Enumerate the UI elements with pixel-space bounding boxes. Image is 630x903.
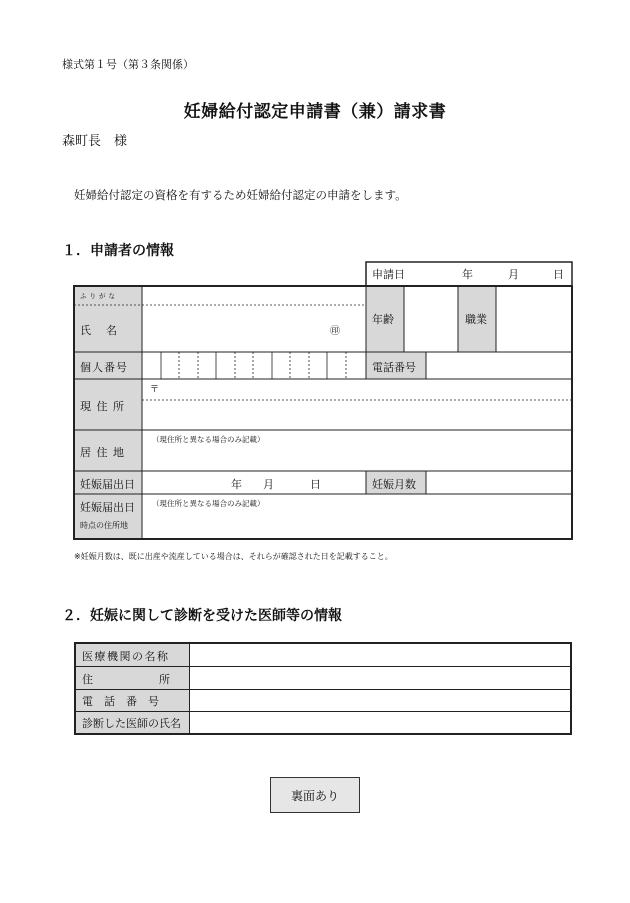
application-date-month: 月 bbox=[508, 268, 519, 281]
pregnancy-months-label: 妊娠月数 bbox=[372, 478, 416, 491]
application-date-day: 日 bbox=[553, 268, 564, 281]
row-divider bbox=[76, 666, 570, 667]
report-date-day: 日 bbox=[310, 478, 321, 491]
medical-institution-field[interactable] bbox=[192, 645, 568, 665]
page-title: 妊婦給付認定申請書（兼）請求書 bbox=[183, 102, 447, 122]
name-label: 氏 名 bbox=[80, 324, 119, 337]
report-date-month: 月 bbox=[263, 478, 274, 491]
doctor-address-field[interactable] bbox=[192, 668, 568, 688]
report-address-field[interactable] bbox=[144, 510, 570, 537]
age-label: 年齢 bbox=[372, 313, 394, 326]
intro-text: 妊婦給付認定の資格を有するため妊婦給付認定の申請をします。 bbox=[74, 188, 407, 202]
row-divider bbox=[76, 711, 570, 712]
occupation-field[interactable] bbox=[498, 288, 570, 350]
phone-label: 電話番号 bbox=[372, 361, 416, 374]
pregnancy-months-note: ※妊娠月数は、既に出産や流産している場合は、それらが確認された日を記載すること。 bbox=[74, 552, 393, 561]
doctor-phone-field[interactable] bbox=[192, 690, 568, 710]
residence-label: 居 住 地 bbox=[80, 446, 125, 459]
phone-field[interactable] bbox=[428, 353, 570, 378]
report-address-note: （現住所と異なる場合のみ記載） bbox=[152, 499, 265, 508]
application-date-label: 申請日 bbox=[372, 268, 405, 281]
section1-title: １．申請者の情報 bbox=[62, 243, 174, 259]
doctor-phone-label: 電 話 番 号 bbox=[82, 695, 159, 708]
furigana-field[interactable] bbox=[145, 288, 364, 304]
current-address-label: 現 住 所 bbox=[80, 400, 125, 413]
section2-title: ２．妊娠に関して診断を受けた医師等の情報 bbox=[62, 608, 342, 624]
age-field[interactable] bbox=[406, 288, 456, 350]
doctor-name-label: 診断した医師の氏名 bbox=[82, 717, 181, 730]
report-address-label-line1: 妊娠届出日 bbox=[80, 501, 135, 514]
addressee: 森町長 様 bbox=[62, 134, 128, 149]
individual-number-label: 個人番号 bbox=[80, 361, 128, 374]
doctor-info-table bbox=[74, 642, 572, 735]
application-date-year: 年 bbox=[462, 268, 473, 281]
medical-institution-label: 医療機関の名称 bbox=[82, 650, 170, 663]
current-address-field[interactable] bbox=[162, 381, 570, 428]
residence-note: （現住所と異なる場合のみ記載） bbox=[152, 435, 265, 444]
postal-mark: 〒 bbox=[150, 385, 160, 395]
report-date-label: 妊娠届出日 bbox=[80, 478, 135, 491]
doctor-address-label: 住 所 bbox=[82, 673, 170, 686]
pregnancy-months-field[interactable] bbox=[428, 473, 570, 492]
form-number-label: 様式第１号（第３条関係） bbox=[62, 58, 194, 71]
back-page-button[interactable]: 裏面あり bbox=[270, 777, 360, 813]
seal-mark: ㊞ bbox=[330, 326, 340, 337]
report-address-label-line2: 時点の住所地 bbox=[80, 521, 128, 530]
doctor-name-field[interactable] bbox=[192, 713, 568, 732]
occupation-label: 職業 bbox=[465, 313, 487, 326]
individual-number-field[interactable] bbox=[143, 353, 365, 378]
report-date-year: 年 bbox=[231, 478, 242, 491]
furigana-label: ふりがな bbox=[80, 292, 118, 300]
residence-field[interactable] bbox=[144, 445, 570, 469]
